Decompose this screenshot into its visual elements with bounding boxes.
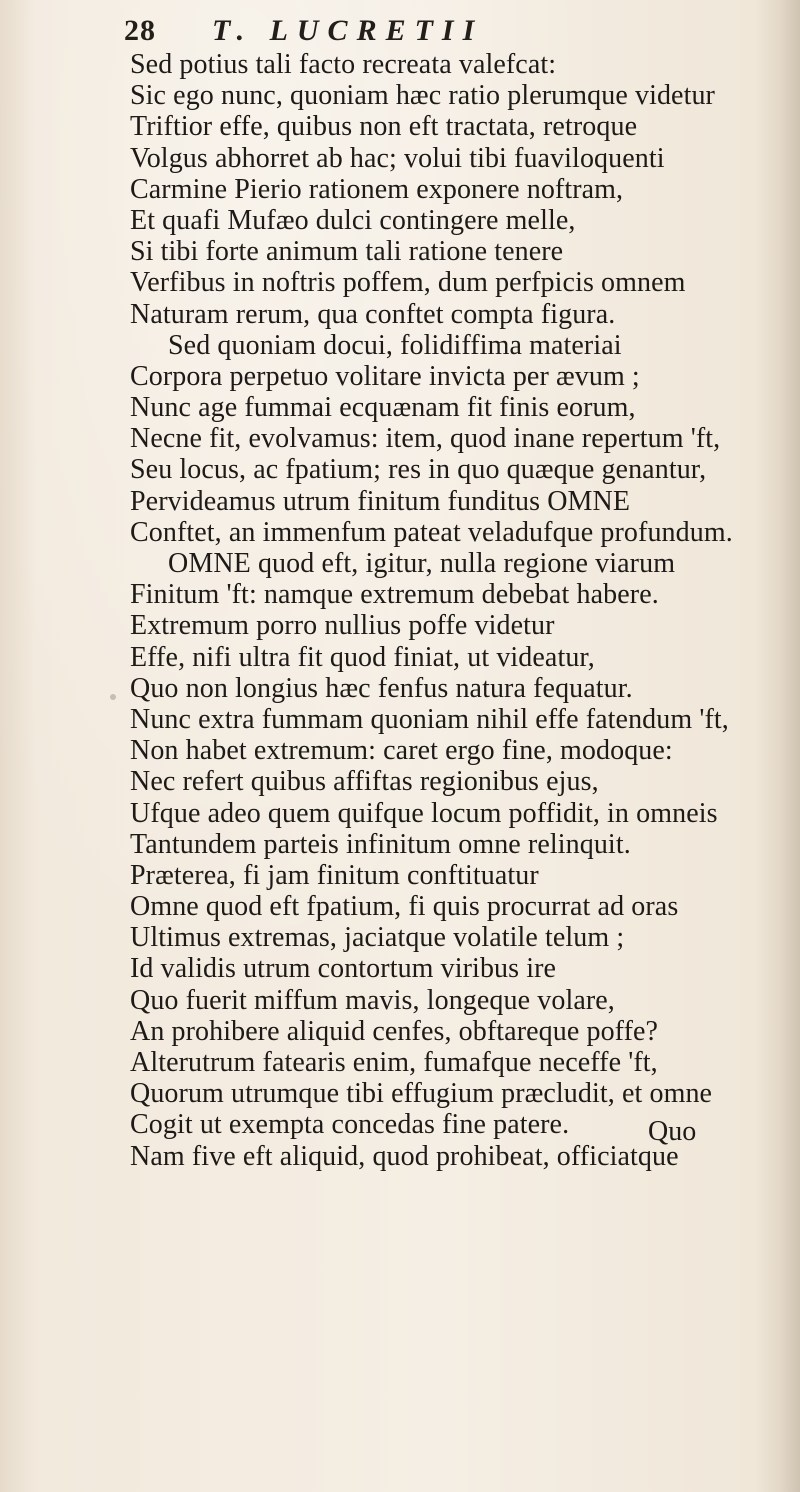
text-line: Nam five eft aliquid, quod prohibeat, officiatque bbox=[130, 1140, 679, 1172]
text-line: Seu locus, ac fpatium; res in quo quæque genantur, bbox=[130, 454, 707, 486]
text-line: Præterea, fi jam finitum conftituatur bbox=[130, 859, 539, 891]
page-header bbox=[124, 8, 544, 54]
text-line: Sed potius tali facto recreata valefcat: bbox=[130, 49, 557, 80]
text-line: Nec refert quibus affiftas regionibus ejus, bbox=[130, 766, 599, 798]
text-line: Effe, nifi ultra fit quod finiat, ut videatur, bbox=[130, 641, 595, 673]
text-line: An prohibere aliquid cenfes, obftareque poffe? bbox=[130, 1015, 659, 1047]
text-line: Corpora perpetuo volitare invicta per ævum ; bbox=[130, 360, 640, 392]
text-line: Ultimus extremas, jaciatque volatile telum ; bbox=[130, 922, 625, 954]
catchword: Quo bbox=[648, 1116, 697, 1147]
text-line: Et quafi Mufæo dulci contingere melle, bbox=[130, 204, 576, 236]
page-number: 28 bbox=[124, 14, 156, 47]
text-line: Volgus abhorret ab hac; volui tibi fuaviloquenti bbox=[130, 142, 665, 174]
text-line: Omne quod eft fpatium, fi quis procurrat ad oras bbox=[130, 891, 679, 923]
text-line: Extremum porro nullius poffe videtur bbox=[130, 610, 555, 642]
text-line: Alterutrum fatearis enim, fumafque neceffe 'ft, bbox=[130, 1047, 658, 1078]
text-line: Quo fuerit miffum mavis, longeque volare, bbox=[130, 984, 615, 1016]
text-line: Verfibus in noftris poffem, dum perfpicis omnem bbox=[130, 267, 686, 299]
text-line: Id validis utrum contortum viribus ire bbox=[130, 953, 557, 985]
text-line: Triftior effe, quibus non eft tractata, retroque bbox=[130, 111, 638, 143]
text-line: Naturam rerum, qua conftet compta figura. bbox=[130, 298, 616, 330]
margin-mark bbox=[110, 694, 116, 700]
text-line: Pervideamus utrum finitum funditus OMNE bbox=[130, 485, 631, 517]
text-line: Tantundem parteis infinitum omne relinquit. bbox=[130, 828, 631, 860]
poem-text bbox=[130, 49, 770, 1209]
text-line: Quorum utrumque tibi effugium præcludit, et omne bbox=[130, 1078, 713, 1110]
text-line: Finitum 'ft: namque extremum debebat habere. bbox=[130, 579, 659, 611]
left-page-edge bbox=[0, 0, 36, 1492]
text-line: Necne fit, evolvamus: item, quod inane repertum 'ft, bbox=[130, 423, 721, 455]
text-line: Si tibi forte animum tali ratione tenere bbox=[130, 236, 564, 268]
text-line: Sed quoniam docui, folidiffima materiai bbox=[168, 329, 622, 361]
text-line: OMNE quod eft, igitur, nulla regione viarum bbox=[168, 548, 676, 579]
text-line: Non habet extremum: caret ergo fine, modoque: bbox=[130, 735, 673, 767]
text-line: Cogit ut exempta concedas fine patere. bbox=[130, 1109, 570, 1141]
text-line: Ufque adeo quem quifque locum poffidit, in omneis bbox=[130, 797, 718, 829]
text-line: Quo non longius hæc fenfus natura fequatur. bbox=[130, 672, 633, 704]
text-line: Carmine Pierio rationem exponere noftram, bbox=[130, 173, 624, 205]
text-line: Nunc age fummai ecquænam fit finis eorum, bbox=[130, 392, 636, 424]
text-line: Nunc extra fummam quoniam nihil effe fatendum 'ft, bbox=[130, 703, 729, 735]
text-line: Conftet, an immenfum pateat veladufque profundum. bbox=[130, 516, 733, 548]
text-line: Sic ego nunc, quoniam hæc ratio plerumque videtur bbox=[130, 80, 715, 112]
running-title: T. LUCRETII bbox=[212, 14, 484, 47]
